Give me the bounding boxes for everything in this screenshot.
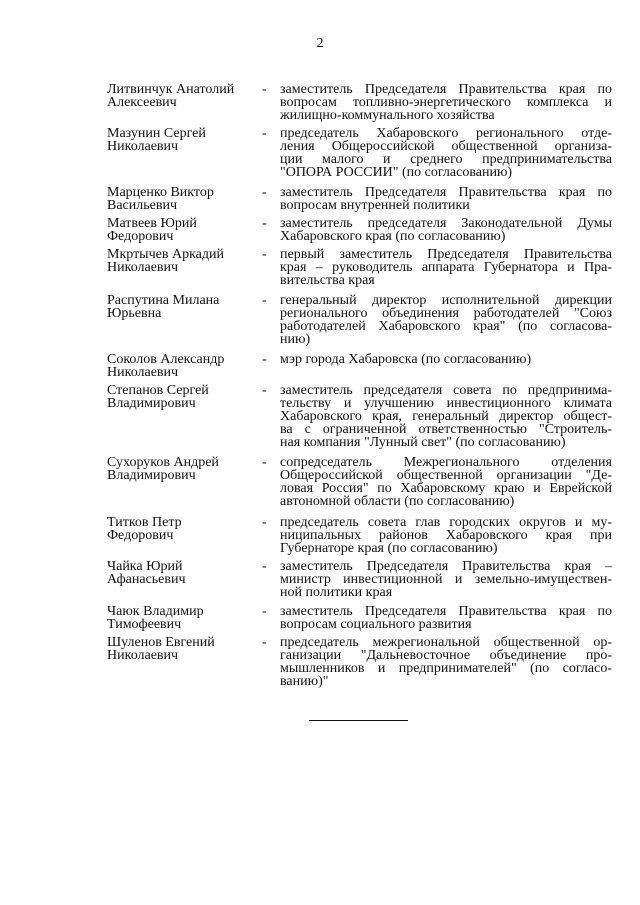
member-name-line: Владимирович xyxy=(107,468,196,483)
member-name-line: Афанасьевич xyxy=(107,572,186,587)
member-position-line: председатель совета глав городских округов и му- xyxy=(280,515,612,530)
member-name xyxy=(107,605,255,631)
member-position xyxy=(280,186,612,212)
member-name xyxy=(107,217,255,243)
member-name xyxy=(107,248,255,274)
dash-separator: - xyxy=(262,559,267,574)
member-position-line: автономной области (по согласованию) xyxy=(280,494,515,509)
member-position-line: края – руководитель аппарата Губернатора и Пра- xyxy=(280,260,612,275)
member-position-line: председатель межрегиональной общественной ор- xyxy=(280,635,612,650)
member-position-line: председатель Хабаровского регионального отде- xyxy=(280,126,612,141)
member-name xyxy=(107,384,255,410)
member-name-line: Николаевич xyxy=(107,139,179,154)
member-position-line: работодателей Хабаровского края" (по согласова- xyxy=(280,319,612,334)
member-name xyxy=(107,353,255,379)
member-position-line: ная компания "Лунный свет" (по согласованию) xyxy=(280,435,566,450)
dash-separator: - xyxy=(262,455,267,470)
member-position-line: жилищно-коммунального хозяйства xyxy=(280,108,495,123)
member-name-line: Николаевич xyxy=(107,260,179,275)
member-position-line: мэр города Хабаровска (по согласованию) xyxy=(280,352,532,367)
member-position xyxy=(280,248,612,287)
member-name-line: Матвеев Юрий xyxy=(107,216,197,231)
member-position-line: Общероссийской общественной организации "Де- xyxy=(280,468,612,483)
page-number: 2 xyxy=(316,36,324,51)
dash-separator: - xyxy=(262,82,267,97)
member-position-line: вопросам топливно-энергетического комплекса и xyxy=(280,95,612,110)
member-position xyxy=(280,83,612,122)
member-position-line: нию) xyxy=(280,332,311,347)
member-name-line: Васильевич xyxy=(107,198,177,213)
member-name-line: Литвинчук Анатолий xyxy=(107,82,235,97)
dash-separator: - xyxy=(262,515,267,530)
member-name-line: Тимофеевич xyxy=(107,617,182,632)
member-position xyxy=(280,384,612,449)
member-name-line: Владимирович xyxy=(107,396,196,411)
member-name xyxy=(107,560,255,586)
member-position-line: сопредседатель Межрегионального отделения xyxy=(280,455,612,470)
member-name xyxy=(107,456,255,482)
member-name-line: Мазунин Сергей xyxy=(107,126,206,141)
member-position xyxy=(280,456,612,508)
member-position-line: заместитель Председателя Правительства края по xyxy=(280,82,612,97)
member-position xyxy=(280,353,612,366)
member-position-line: ниципальных районов Хабаровского края при xyxy=(280,528,612,543)
member-position-line: ганизации "Дальневосточное объединение про- xyxy=(280,648,612,663)
member-position-line: ции малого и среднего предпринимательства xyxy=(280,152,612,167)
member-name xyxy=(107,186,255,212)
member-position-line: Хабаровского края (по согласованию) xyxy=(280,229,506,244)
member-position-line: тельству и улучшению инвестиционного климата xyxy=(280,396,612,411)
member-name-line: Степанов Сергей xyxy=(107,383,209,398)
member-position-line: генеральный директор исполнительной дирекции xyxy=(280,293,612,308)
member-position-line: ванию)" xyxy=(280,674,329,689)
member-name-line: Николаевич xyxy=(107,648,179,663)
member-position-line: Губернаторе края (по согласованию) xyxy=(280,541,498,556)
member-name-line: Чайка Юрий xyxy=(107,559,183,574)
member-position-line: заместитель Председателя Правительства края – xyxy=(280,559,612,574)
member-name-line: Сухоруков Андрей xyxy=(107,455,219,470)
dash-separator: - xyxy=(262,185,267,200)
member-name xyxy=(107,294,255,320)
dash-separator: - xyxy=(262,247,267,262)
member-name xyxy=(107,516,255,542)
dash-separator: - xyxy=(262,383,267,398)
dash-separator: - xyxy=(262,635,267,650)
member-position xyxy=(280,516,612,555)
member-name-line: Алексеевич xyxy=(107,95,177,110)
member-name xyxy=(107,127,255,153)
dash-separator: - xyxy=(262,604,267,619)
member-name-line: Шуленов Евгений xyxy=(107,635,215,650)
member-name-line: Николаевич xyxy=(107,365,179,380)
member-name-line: Мкртычев Аркадий xyxy=(107,247,224,262)
member-name xyxy=(107,83,255,109)
member-position-line: заместитель председателя Законодательной Думы xyxy=(280,216,612,231)
member-position-line: заместитель Председателя Правительства края по xyxy=(280,604,612,619)
member-name xyxy=(107,636,255,662)
end-rule xyxy=(309,720,408,721)
member-name-line: Марценко Виктор xyxy=(107,185,214,200)
member-position-line: регионального объединения работодателей "Союз xyxy=(280,306,612,321)
member-position xyxy=(280,636,612,688)
member-name-line: Юрьевна xyxy=(107,306,162,321)
member-position-line: вительства края xyxy=(280,273,375,288)
member-name-line: Чаюк Владимир xyxy=(107,604,204,619)
member-position-line: министр инвестиционной и земельно-имуществен- xyxy=(280,572,612,587)
member-position xyxy=(280,294,612,346)
dash-separator: - xyxy=(262,126,267,141)
member-position-line: вопросам внутренней политики xyxy=(280,198,470,213)
member-position xyxy=(280,560,612,599)
member-position-line: ловая Россия" по Хабаровскому краю и Еврейской xyxy=(280,481,612,496)
member-position-line: "ОПОРА РОССИИ" (по согласованию) xyxy=(280,165,513,180)
member-position xyxy=(280,217,612,243)
member-name-line: Соколов Александр xyxy=(107,352,225,367)
member-name-line: Распутина Милана xyxy=(107,293,220,308)
member-position-line: заместитель Председателя Правительства края по xyxy=(280,185,612,200)
member-position xyxy=(280,127,612,179)
member-position-line: вопросам социального развития xyxy=(280,617,472,632)
member-name-line: Титков Петр xyxy=(107,515,182,530)
dash-separator: - xyxy=(262,216,267,231)
member-position-line: ва с ограниченной ответственностью "Строитель- xyxy=(280,422,612,437)
member-name-line: Федорович xyxy=(107,528,174,543)
member-position xyxy=(280,605,612,631)
member-position-line: ления Общероссийской общественной организа- xyxy=(280,139,612,154)
member-position-line: заместитель председателя совета по предпринима- xyxy=(280,383,612,398)
dash-separator: - xyxy=(262,293,267,308)
dash-separator: - xyxy=(262,352,267,367)
member-position-line: первый заместитель Председателя Правительства xyxy=(280,247,612,262)
member-position-line: ной политики края xyxy=(280,585,393,600)
member-position-line: мышленников и предпринимателей" (по согласо- xyxy=(280,661,612,676)
member-name-line: Федорович xyxy=(107,229,174,244)
member-position-line: Хабаровского края, генеральный директор общест- xyxy=(280,409,612,424)
